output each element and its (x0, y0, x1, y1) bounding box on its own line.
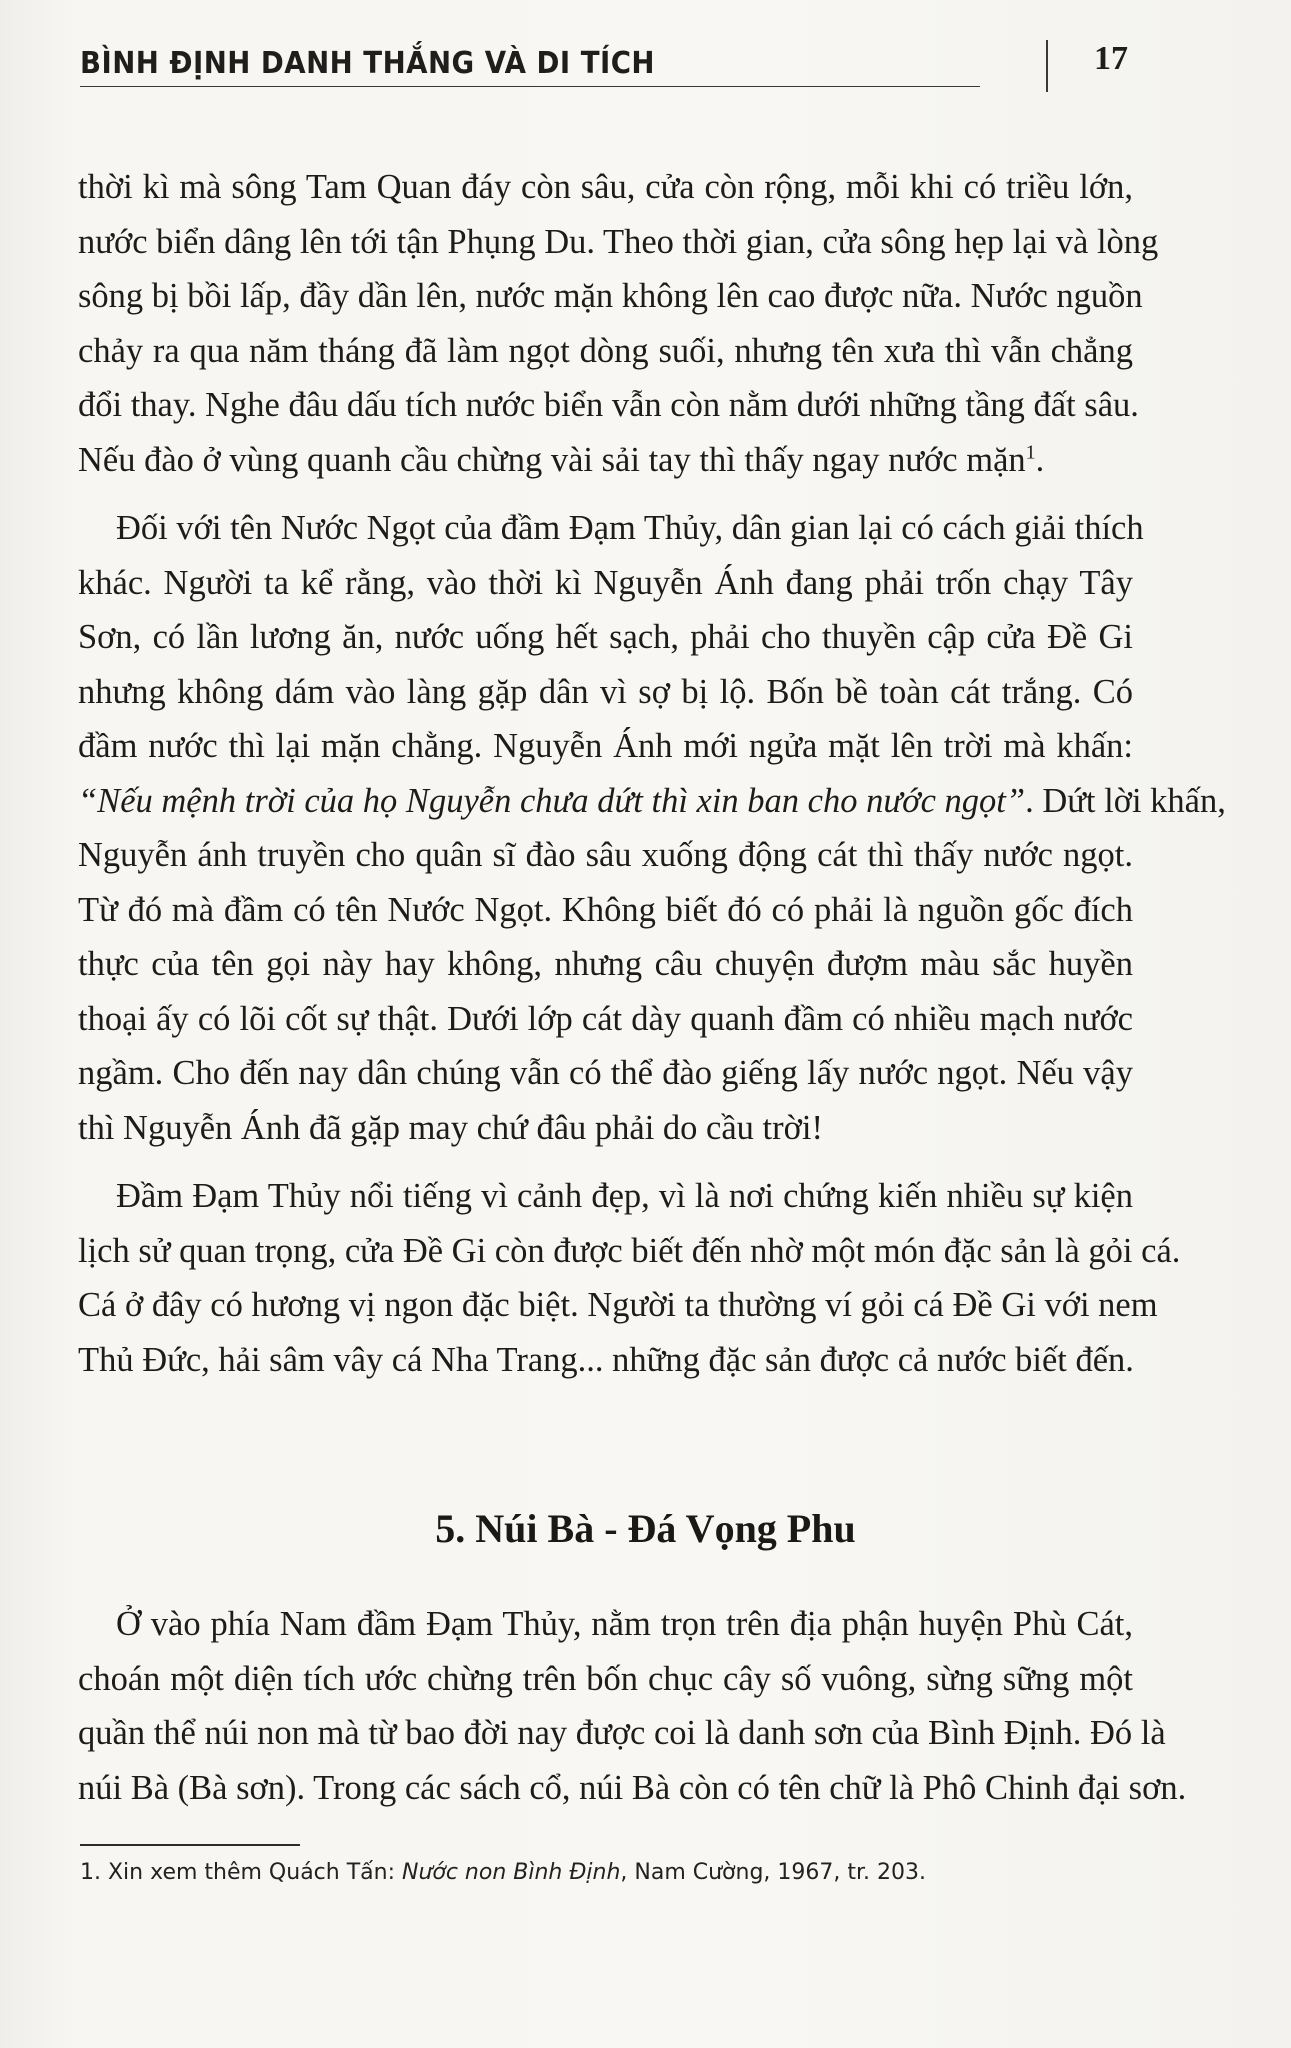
footnote (80, 1860, 926, 1885)
text-line: nước biển dâng lên tới tận Phụng Du. Theo thời gian, cửa sông hẹp lại và lòng (78, 222, 1159, 261)
section-body (78, 1597, 1187, 1829)
running-title: BÌNH ĐỊNH DANH THẮNG VÀ DI TÍCH (80, 46, 655, 81)
footnote-suffix: , Nam Cường, 1967, tr. 203. (620, 1860, 927, 1885)
text-line: nhưng không dám vào làng gặp dân vì sợ bị lộ. Bốn bề toàn cát trắng. Có (78, 672, 1133, 711)
paragraph-3 (78, 1169, 1181, 1387)
text-segment: . (1035, 440, 1045, 479)
paragraph-2 (78, 501, 1226, 1155)
text-line: Đối với tên Nước Ngọt của đầm Đạm Thủy, dân gian lại có cách giải thích (116, 509, 1144, 547)
text-line: đầm nước thì lại mặn chằng. Nguyễn Ánh mới ngửa mặt lên trời mà khấn: (78, 727, 1133, 765)
text-line: chảy ra qua năm tháng đã làm ngọt dòng suối, nhưng tên xưa thì vẫn chẳng (78, 331, 1133, 370)
text-segment: Nếu đào ở vùng quanh cầu chừng vài sải tay thì thấy ngay nước mặn (78, 440, 1026, 479)
section-paragraph (78, 1597, 1187, 1815)
body-text (78, 160, 1226, 1401)
text-line: quần thể núi non mà từ bao đời nay được coi là danh sơn của Bình Định. Đó là (78, 1714, 1166, 1752)
text-line: thì Nguyễn Ánh đã gặp may chứ đâu phải do cầu trời! (78, 1108, 823, 1147)
text-line: thời kì mà sông Tam Quan đáy còn sâu, cửa còn rộng, mỗi khi có triều lớn, (78, 168, 1133, 206)
paragraph-1 (78, 160, 1159, 487)
quoted-prayer: “Nếu mệnh trời của họ Nguyễn chưa dứt thì xin ban cho nước ngọt” (78, 781, 1026, 820)
text-segment: . Dứt lời khấn, (1025, 781, 1226, 820)
text-line: thoại ấy có lõi cốt sự thật. Dưới lớp cát dày quanh đầm có nhiều mạch nước (78, 999, 1133, 1038)
text-line: sông bị bồi lấp, đầy dần lên, nước mặn không lên cao được nữa. Nước nguồn (78, 277, 1143, 315)
text-line (78, 774, 1226, 829)
page-number: 17 (1094, 40, 1128, 77)
text-line: choán một diện tích ước chừng trên bốn chục cây số vuông, sừng sững một (78, 1659, 1133, 1698)
header-divider (1046, 40, 1048, 92)
text-line: thực của tên gọi này hay không, nhưng câu chuyện đượm màu sắc huyền (78, 945, 1133, 983)
text-line: Ở vào phía Nam đầm Đạm Thủy, nằm trọn trên địa phận huyện Phù Cát, (116, 1605, 1133, 1643)
footnote-prefix: 1. Xin xem thêm Quách Tấn: (80, 1860, 402, 1885)
footnote-book-title: Nước non Bình Định (401, 1860, 621, 1885)
text-line: lịch sử quan trọng, cửa Đề Gi còn được biết đến nhờ một món đặc sản là gỏi cá. (78, 1231, 1181, 1270)
text-line: Sơn, có lần lương ăn, nước uống hết sạch, phải cho thuyền cập cửa Đề Gi (78, 618, 1133, 656)
text-line: Từ đó mà đầm có tên Nước Ngọt. Không biết đó có phải là nguồn gốc đích (78, 890, 1133, 929)
text-line: Đầm Đạm Thủy nổi tiếng vì cảnh đẹp, vì là nơi chứng kiến nhiều sự kiện (116, 1177, 1133, 1215)
text-line: núi Bà (Bà sơn). Trong các sách cổ, núi Bà còn có tên chữ là Phô Chinh đại sơn. (78, 1768, 1187, 1807)
text-line: Thủ Đức, hải sâm vây cá Nha Trang... những đặc sản được cả nước biết đến. (78, 1340, 1134, 1379)
text-line: ngầm. Cho đến nay dân chúng vẫn có thể đào giếng lấy nước ngọt. Nếu vậy (78, 1054, 1133, 1092)
header-rule (80, 86, 980, 87)
text-line: đổi thay. Nghe đâu dấu tích nước biển vẫn còn nằm dưới những tầng đất sâu. (78, 386, 1139, 424)
footnote-rule (80, 1844, 300, 1846)
text-line: khác. Người ta kể rằng, vào thời kì Nguyễn Ánh đang phải trốn chạy Tây (78, 563, 1133, 602)
text-line (78, 433, 1133, 488)
text-line: Cá ở đây có hương vị ngon đặc biệt. Người ta thường ví gỏi cá Đề Gi với nem (78, 1286, 1158, 1324)
footnote-marker[interactable]: 1 (1025, 441, 1036, 463)
section-heading: 5. Núi Bà - Đá Vọng Phu (435, 1506, 856, 1551)
text-line: Nguyễn ánh truyền cho quân sĩ đào sâu xuống động cát thì thấy nước ngọt. (78, 836, 1133, 874)
